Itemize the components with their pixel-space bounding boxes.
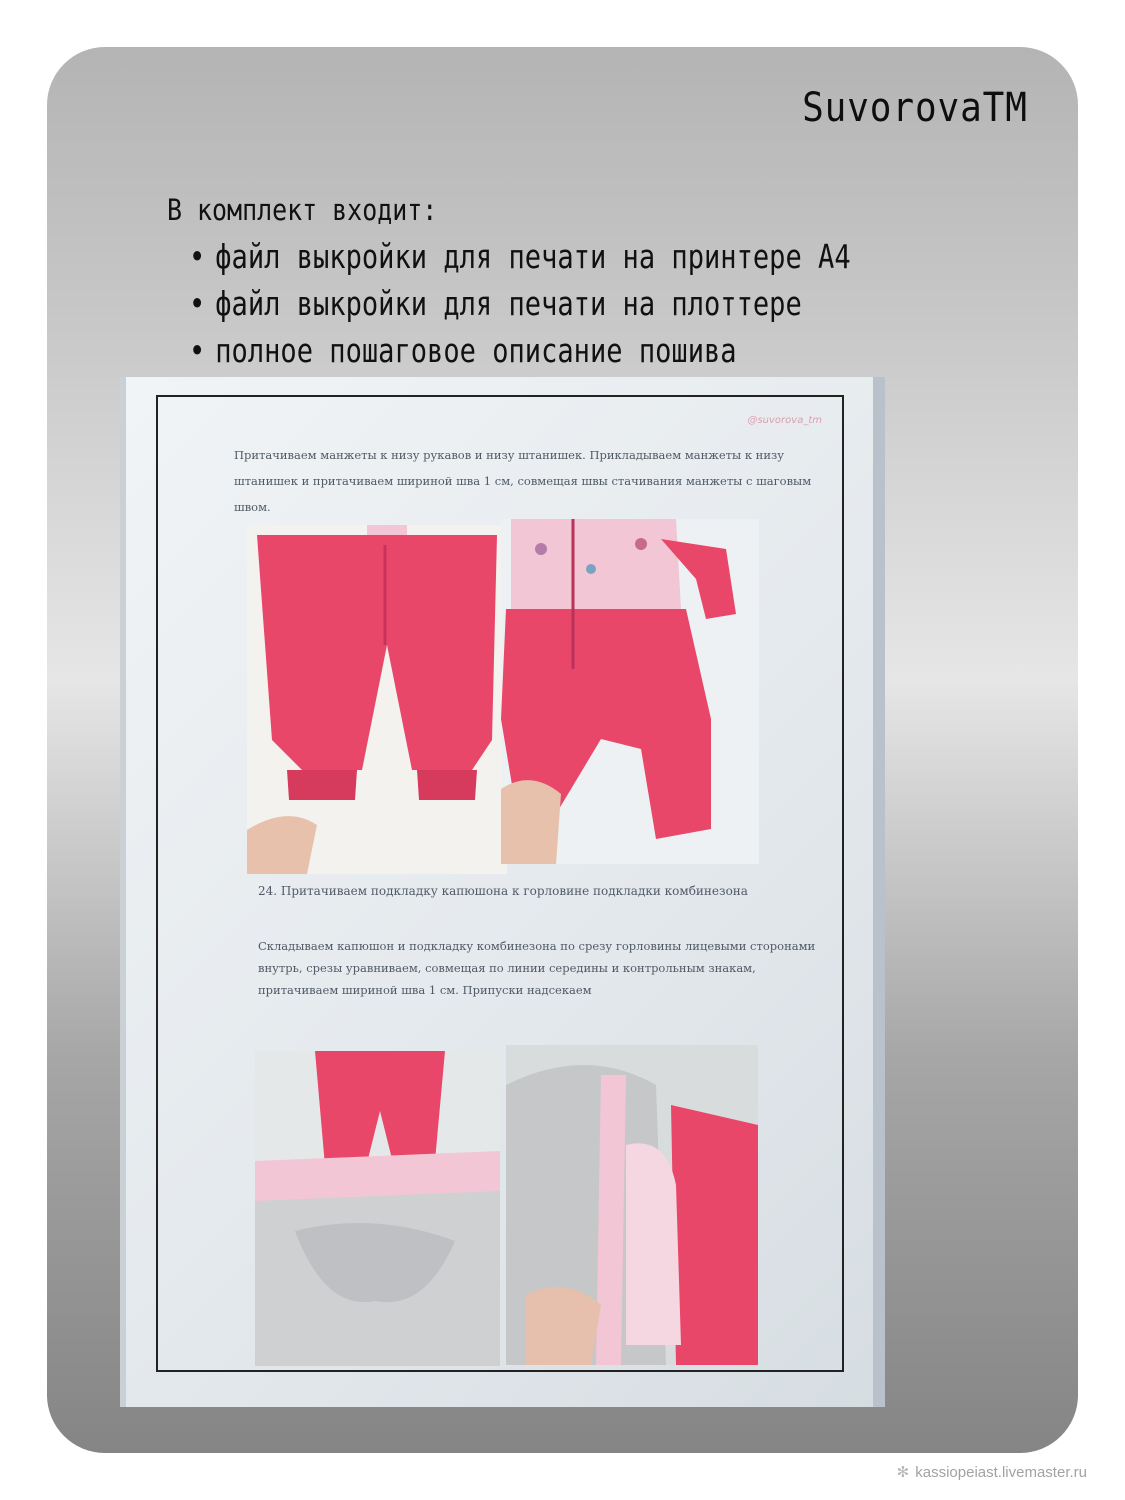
hood-illustration: [506, 1045, 758, 1365]
jumpsuit-illustration: [501, 519, 759, 864]
list-item: • файл выкройки для печати на плоттере: [189, 284, 802, 323]
site-footer: [897, 1463, 1087, 1481]
pants-illustration: [247, 525, 507, 874]
footer-site: kassiopeiast.livemaster.ru: [915, 1464, 1087, 1481]
photo-lining-pants: [255, 1051, 500, 1366]
list-item-text: полное пошаговое описание пошива: [215, 331, 737, 370]
list-item-text: файл выкройки для печати на плоттере: [215, 284, 802, 323]
photo-jumpsuit-front: [501, 519, 759, 864]
kit-contents-list: [189, 233, 1027, 374]
step-paragraph-cuffs: Притачиваем манжеты к низу рукавов и низу штанишек. Прикладываем манжеты к низу штанишек и притачиваем шириной шва 1 см, совмещая швы стачивания манжеты с шаговым швом.: [234, 448, 812, 514]
snowflake-icon: ✻: [896, 1464, 910, 1481]
photo-hood-lining: [506, 1045, 758, 1365]
kit-contents-title: В комплект входит:: [167, 193, 438, 227]
list-item: • файл выкройки для печати на принтере А4: [189, 237, 851, 276]
lining-illustration: [255, 1051, 500, 1366]
page-frame: [156, 395, 844, 1372]
brand-logo: SuvorovaTM: [802, 85, 1028, 131]
step-paragraph-hood: Складываем капюшон и подкладку комбинезона по срезу горловины лицевыми сторонами внутрь, срезы уравниваем, совмещая по линии середины и контрольным знакам, притачиваем шириной шва 1 см. Припуски надсекаем: [258, 939, 816, 997]
list-item-text: файл выкройки для печати на принтере А4: [215, 237, 851, 276]
instruction-page-preview: [120, 377, 885, 1407]
step-24-heading: 24. Притачиваем подкладку капюшона к горловине подкладки комбинезона: [258, 884, 748, 898]
page-watermark: @suvorova_tm: [747, 415, 822, 426]
list-item: • полное пошаговое описание пошива: [189, 331, 737, 370]
photo-pants-cuffs: [247, 525, 507, 874]
kit-contents: [167, 193, 1027, 374]
